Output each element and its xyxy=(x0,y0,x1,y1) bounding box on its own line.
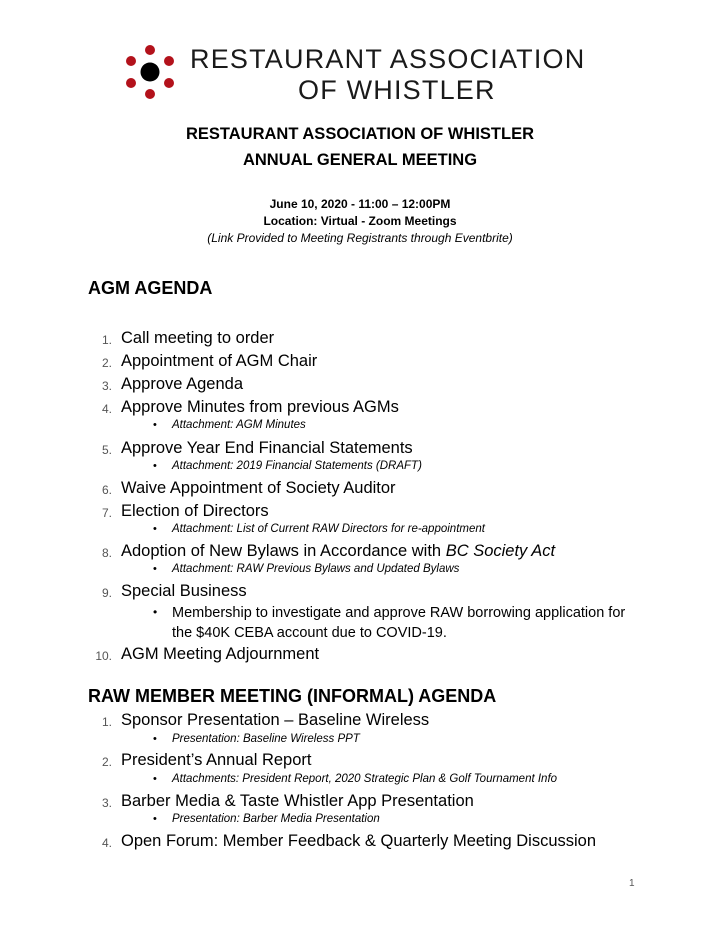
item-text: Special Business xyxy=(121,582,247,600)
item-text-italic: BC Society Act xyxy=(445,542,556,560)
page-number: 1 xyxy=(629,878,635,889)
item-number: 1. xyxy=(101,333,112,347)
sub-item-text: Attachment: List of Current RAW Directors for re-appointment xyxy=(172,523,485,535)
item-number: 8. xyxy=(101,546,112,560)
bullet-icon: • xyxy=(153,419,157,431)
logo-line-2: OF WHISTLER xyxy=(298,75,496,105)
bullet-icon: • xyxy=(153,563,157,575)
bullet-icon: • xyxy=(153,773,157,785)
item-text: President’s Annual Report xyxy=(121,751,312,769)
agm-agenda-heading: AGM AGENDA xyxy=(88,278,213,298)
meeting-datetime: June 10, 2020 - 11:00 – 12:00PM xyxy=(269,197,451,211)
sub-item-text: Attachment: RAW Previous Bylaws and Updated Bylaws xyxy=(172,563,460,575)
logo-wordmark xyxy=(190,44,585,106)
title-line-2: ANNUAL GENERAL MEETING xyxy=(242,151,478,169)
item-text: Approve Year End Financial Statements xyxy=(121,439,413,457)
bullet-icon: • xyxy=(153,460,157,472)
item-number: 2. xyxy=(101,755,112,769)
meeting-details xyxy=(0,196,720,247)
item-number: 6. xyxy=(101,483,112,497)
document-title xyxy=(0,121,720,173)
sub-item-text: Attachments: President Report, 2020 Strategic Plan & Golf Tournament Info xyxy=(172,773,558,785)
item-number: 7. xyxy=(101,506,112,520)
meeting-link-note: (Link Provided to Meeting Registrants through Eventbrite) xyxy=(207,231,513,245)
meeting-location: Location: Virtual - Zoom Meetings xyxy=(263,214,457,228)
item-text xyxy=(121,542,555,561)
raw-agenda-heading: RAW MEMBER MEETING (INFORMAL) AGENDA xyxy=(88,686,497,706)
bullet-icon: • xyxy=(153,523,157,535)
item-number: 9. xyxy=(101,586,112,600)
item-text: Call meeting to order xyxy=(121,329,275,347)
item-text: Election of Directors xyxy=(121,502,269,520)
item-number: 3. xyxy=(101,379,112,393)
item-text-plain: Adoption of New Bylaws in Accordance with xyxy=(121,542,442,560)
logo-line-1: RESTAURANT ASSOCIATION xyxy=(190,44,586,74)
bullet-icon: • xyxy=(153,605,158,619)
item-number: 4. xyxy=(101,836,112,850)
item-text: Barber Media & Taste Whistler App Presentation xyxy=(121,792,474,810)
item-number: 1. xyxy=(101,715,112,729)
item-text: Open Forum: Member Feedback & Quarterly Meeting Discussion xyxy=(121,832,597,850)
item-number: 4. xyxy=(101,402,112,416)
bullet-icon: • xyxy=(153,733,157,745)
item-number: 5. xyxy=(101,443,112,457)
item-text: Approve Agenda xyxy=(121,375,244,393)
logo-dots-icon xyxy=(124,44,182,102)
item-text: AGM Meeting Adjournment xyxy=(121,645,320,663)
sub-item-text: Attachment: AGM Minutes xyxy=(172,419,306,431)
item-text: Waive Appointment of Society Auditor xyxy=(121,479,396,497)
item-text: Appointment of AGM Chair xyxy=(121,352,318,370)
sub-item-text: Presentation: Baseline Wireless PPT xyxy=(172,733,360,745)
item-text: Sponsor Presentation – Baseline Wireless xyxy=(121,711,430,729)
sub-item-text: Presentation: Barber Media Presentation xyxy=(172,813,380,825)
item-number: 10. xyxy=(95,649,112,663)
sub-item-text: Attachment: 2019 Financial Statements (DRAFT) xyxy=(172,460,422,472)
title-line-1: RESTAURANT ASSOCIATION OF WHISTLER xyxy=(185,125,534,143)
item-text: Approve Minutes from previous AGMs xyxy=(121,398,399,416)
item-number: 2. xyxy=(101,356,112,370)
association-logo xyxy=(124,44,624,104)
item-number: 3. xyxy=(101,796,112,810)
sub-item-text: Membership to investigate and approve RAW borrowing application for the $40K CEBA account due to COVID-19. xyxy=(172,605,626,641)
bullet-icon: • xyxy=(153,813,157,825)
